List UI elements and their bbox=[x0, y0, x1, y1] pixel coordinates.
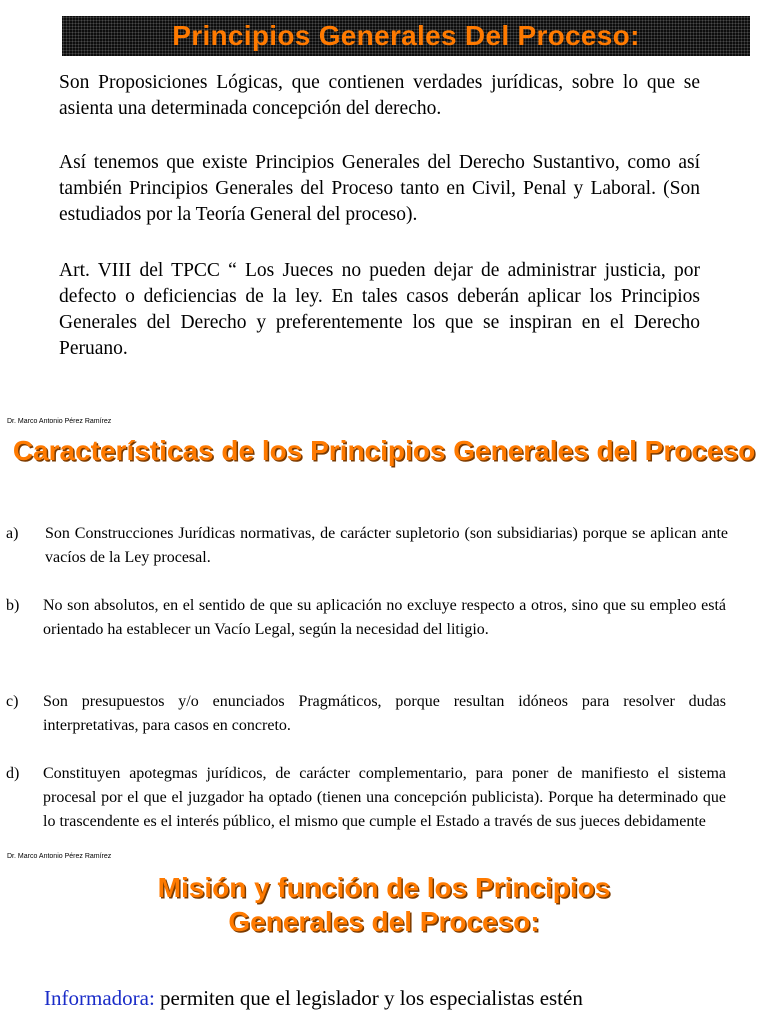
slide-caracteristicas bbox=[0, 396, 768, 866]
slide-title-line1: Misión y función de los Principios bbox=[157, 872, 611, 903]
substantive-principles-paragraph: Así tenemos que existe Principios Generales del Derecho Sustantivo, como así también Principios Generales del Proceso tanto en Civil, Penal y Laboral. (Son estudiados por la Teoría General del proceso). bbox=[59, 152, 700, 225]
slide-title-line2: Generales del Proceso: bbox=[228, 906, 540, 937]
informadora-paragraph bbox=[44, 983, 734, 1013]
list-item-text: No son absolutos, en el sentido de que su aplicación no excluye respecto a otros, sino que su empleo está orientado ha establecer un Vacío Legal, según la necesidad del litigio. bbox=[43, 597, 726, 638]
definition-paragraph: Son Proposiciones Lógicas, que contienen verdades jurídicas, sobre lo que se asienta una determinada concepción del derecho. bbox=[59, 72, 700, 119]
slide-title: Principios Generales Del Proceso: bbox=[172, 20, 640, 51]
slide-title-text: Características de los Principios Generales del Proceso bbox=[12, 435, 756, 466]
slide-mision-funcion bbox=[0, 851, 768, 1024]
slide-title bbox=[0, 434, 768, 468]
slide-title bbox=[0, 871, 768, 939]
list-item-text: Constituyen apotegmas jurídicos, de carácter complementario, para poner de manifiesto el sistema procesal por el que el juzgador ha optado (tienen una concepción publicista). Porque ha determinado que lo trascendente es el interés público, el mismo que cumple el Estado a través de sus jueces debidamente bbox=[43, 765, 726, 830]
informadora-term: Informadora: bbox=[44, 986, 155, 1010]
list-marker: b) bbox=[6, 597, 20, 614]
list-marker: d) bbox=[6, 765, 20, 782]
list-marker: a) bbox=[6, 525, 19, 542]
list-item-text: Son Construcciones Jurídicas normativas, de carácter supletorio (son subsidiarias) porque se aplican ante vacíos de la Ley procesal. bbox=[45, 525, 728, 566]
author-credit: Dr. Marco Antonio Pérez Ramírez bbox=[7, 853, 112, 860]
author-credit: Dr. Marco Antonio Pérez Ramírez bbox=[7, 418, 112, 425]
slide-principios-generales bbox=[0, 0, 768, 396]
list-marker: c) bbox=[6, 693, 19, 710]
informadora-text: permiten que el legislador y los especialistas estén bbox=[154, 986, 583, 1010]
list-item-text: Son presupuestos y/o enunciados Pragmáticos, porque resultan idóneos para resolver dudas interpretativas, para casos en concreto. bbox=[43, 693, 726, 734]
article-viii-paragraph: Art. VIII del TPCC “ Los Jueces no pueden dejar de administrar justicia, por defecto o deficiencias de la ley. En tales casos deberán aplicar los Principios Generales del Derecho y preferentemente los que se inspiran en el Derecho Peruano. bbox=[59, 260, 700, 359]
slide-title-bar bbox=[62, 16, 750, 56]
